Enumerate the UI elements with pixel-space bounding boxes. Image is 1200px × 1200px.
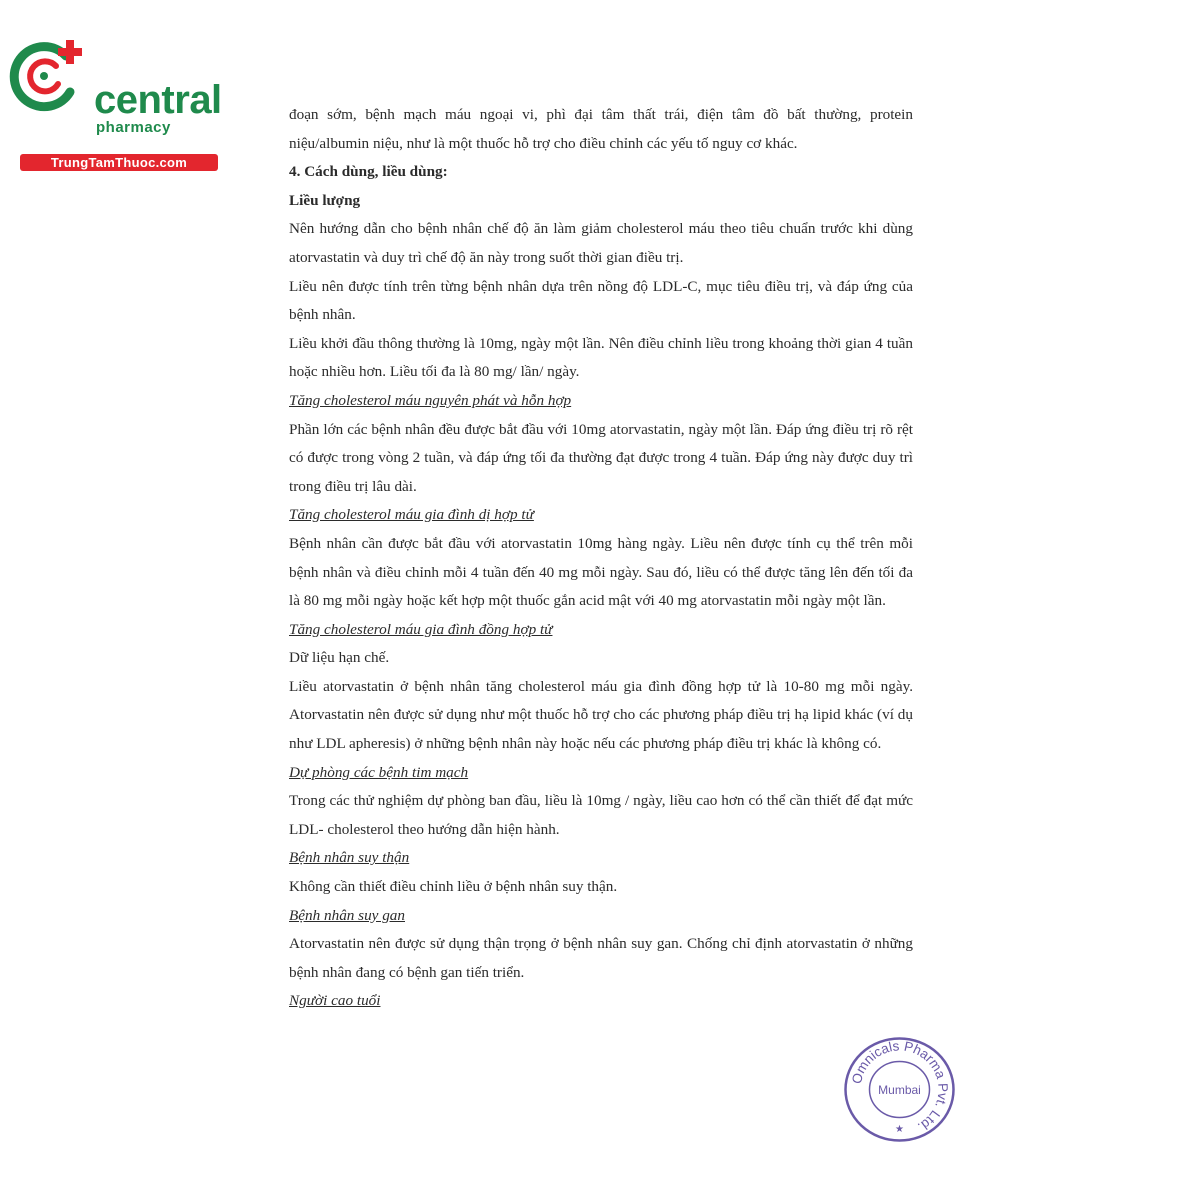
stamp-seal-icon bbox=[842, 1036, 957, 1143]
logo-brand-name: central bbox=[94, 78, 222, 122]
paragraph: Trong các thử nghiệm dự phòng ban đầu, liều là 10mg / ngày, liều cao hơn có thể cần thiết để đạt mức LDL- cholesterol theo hướng dẫn hiện hành. bbox=[289, 792, 913, 838]
pharmacy-cross-logo-icon bbox=[8, 36, 94, 116]
subsection-title: Bệnh nhân suy gan bbox=[289, 906, 405, 924]
subsection-title: Tăng cholesterol máu gia đình đồng hợp tử bbox=[289, 620, 553, 638]
subsection-title: Người cao tuổi bbox=[289, 992, 381, 1010]
paragraph: Phần lớn các bệnh nhân đều được bắt đầu với 10mg atorvastatin, ngày một lần. Đáp ứng điều trị rõ rệt có được trong vòng 2 tuần, và đáp ứng tối đa thường đạt được trong 4 tuần. Đáp ứng này được duy trì trong điều trị lâu dài. bbox=[289, 420, 913, 495]
svg-text:★: ★ bbox=[895, 1124, 904, 1135]
paragraph: Dữ liệu hạn chế. bbox=[289, 649, 390, 667]
site-logo[interactable] bbox=[8, 36, 223, 170]
section-heading: 4. Cách dùng, liều dùng: bbox=[289, 163, 448, 181]
subsection-title: Tăng cholesterol máu gia đình dị hợp tử bbox=[289, 506, 534, 524]
paragraph: Nên hướng dẫn cho bệnh nhân chế độ ăn làm giảm cholesterol máu theo tiêu chuẩn trước khi dùng atorvastatin và duy trì chế độ ăn này trong suốt thời gian điều trị. bbox=[289, 220, 913, 266]
paragraph: Atorvastatin nên được sử dụng thận trọng ở bệnh nhân suy gan. Chống chỉ định atorvastatin ở những bệnh nhân đang có bệnh gan tiến triển. bbox=[289, 935, 913, 981]
paragraph: Liều atorvastatin ở bệnh nhân tăng cholesterol máu gia đình đồng hợp tử là 10-80 mg mỗi ngày. Atorvastatin nên được sử dụng như một thuốc hỗ trợ cho các phương pháp điều trị hạ lipid khác (ví dụ như LDL apheresis) ở những bệnh nhân này hoặc nếu các phương pháp điều trị khác là không có. bbox=[289, 677, 913, 753]
subsection-title: Dự phòng các bệnh tim mạch bbox=[289, 763, 469, 781]
stamp-center-text: Mumbai bbox=[878, 1083, 921, 1097]
paragraph: Liều nên được tính trên từng bệnh nhân dựa trên nồng độ LDL-C, mục tiêu điều trị, và đáp ứng của bệnh nhân. bbox=[289, 277, 913, 324]
paragraph: Không cần thiết điều chỉnh liều ở bệnh nhân suy thận. bbox=[289, 878, 618, 896]
paragraph: Liều khởi đầu thông thường là 10mg, ngày một lần. Nên điều chỉnh liều trong khoảng thời gian 4 tuần hoặc nhiều hơn. Liều tối đa là 80 mg/ lần/ ngày. bbox=[289, 334, 913, 381]
paragraph: Bệnh nhân cần được bắt đầu với atorvastatin 10mg hàng ngày. Liều nên được tính cụ thể trên mỗi bệnh nhân và điều chỉnh mỗi 4 tuần đến 40 mg mỗi ngày. Sau đó, liều có thể được tăng lên đến tối đa là 80 mg mỗi ngày hoặc kết hợp một thuốc gắn acid mật với 40 mg atorvastatin mỗi ngày một lần. bbox=[289, 534, 913, 610]
company-stamp bbox=[842, 1036, 957, 1143]
stamp-ring-text: Omnicals Pharma Pvt. Ltd. bbox=[848, 1038, 951, 1136]
subsection-title: Bệnh nhân suy thận bbox=[289, 849, 410, 867]
logo-website-url[interactable]: TrungTamThuoc.com bbox=[20, 154, 218, 171]
subsection-heading: Liều lượng bbox=[289, 191, 361, 209]
logo-subtitle: pharmacy bbox=[96, 119, 171, 136]
subsection-title: Tăng cholesterol máu nguyên phát và hỗn hợp bbox=[289, 391, 572, 409]
paragraph: đoạn sớm, bệnh mạch máu ngoại vi, phì đại tâm thất trái, điện tâm đồ bất thường, protein niệu/albumin niệu, như là một thuốc hỗ trợ cho điều chỉnh các yếu tố nguy cơ khác. bbox=[289, 106, 913, 152]
document-page bbox=[289, 101, 913, 1016]
